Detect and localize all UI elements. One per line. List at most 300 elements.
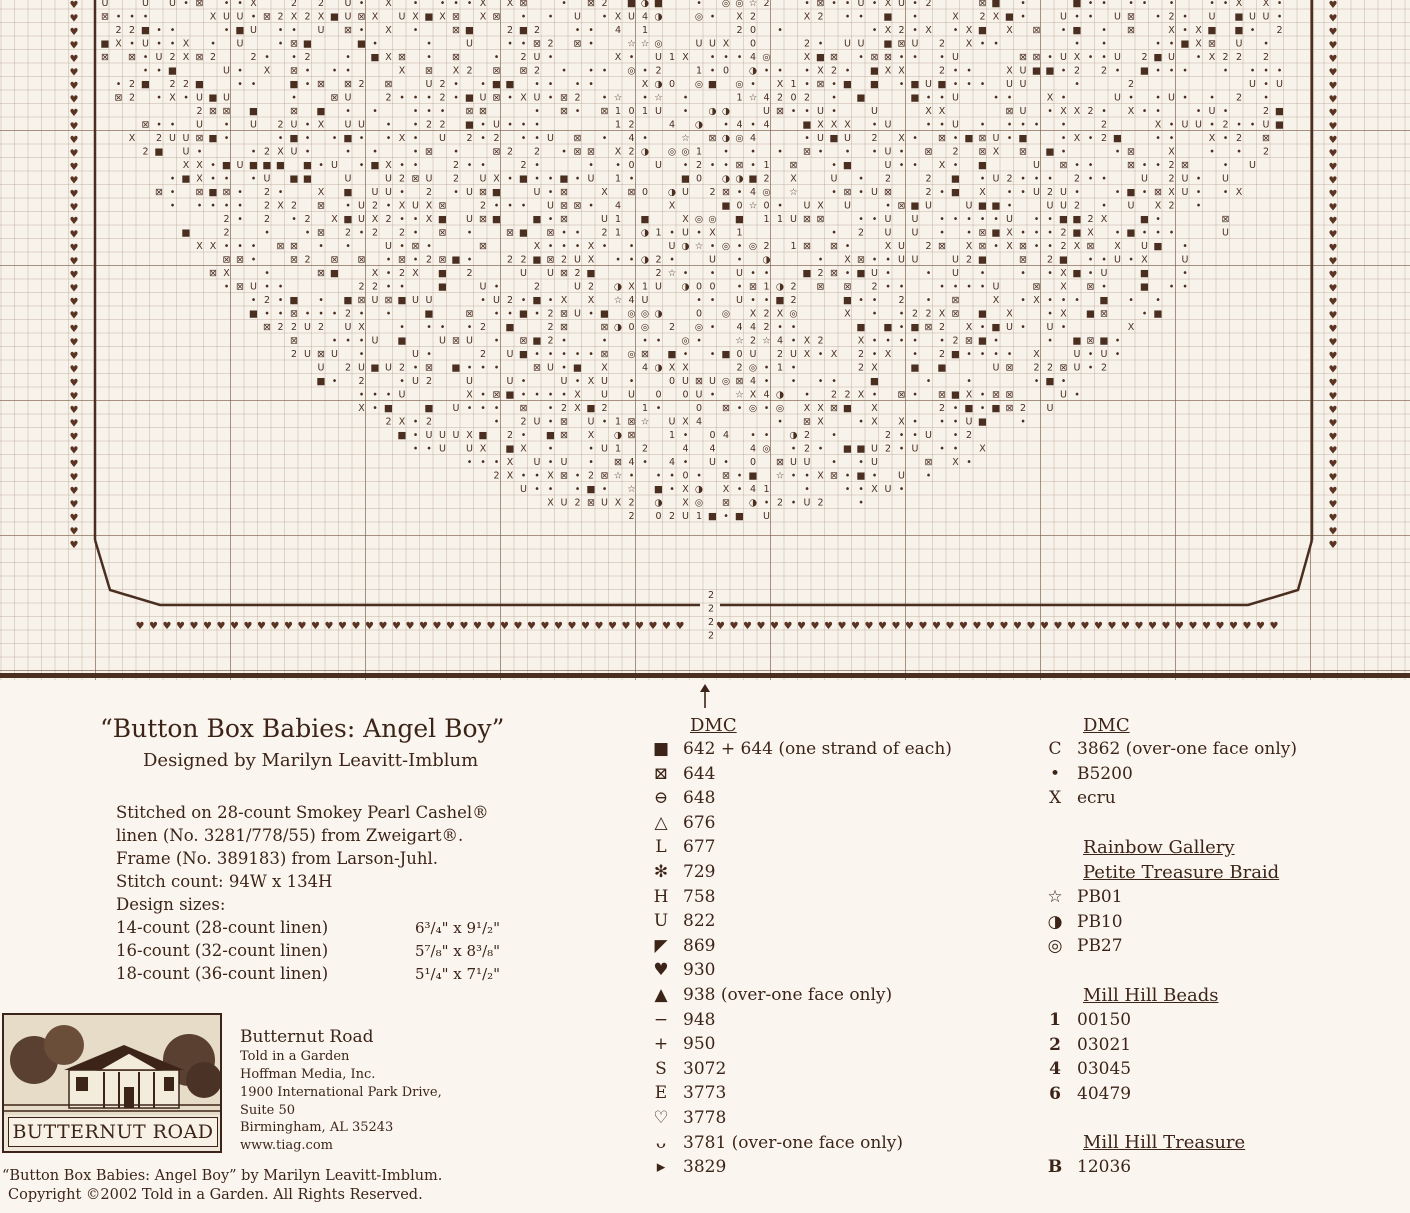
stitch-symbol: • bbox=[318, 295, 324, 306]
frame-corner-right bbox=[720, 540, 1312, 605]
stitch-symbol: • bbox=[763, 268, 770, 279]
stitch-symbol: • bbox=[1074, 38, 1080, 50]
border-heart-icon: ♥ bbox=[69, 418, 79, 430]
border-heart-icon: ♥ bbox=[1328, 499, 1338, 511]
stitch-symbol: • bbox=[223, 25, 230, 36]
stitch-symbol: 1 bbox=[763, 160, 770, 171]
stitch-symbol: • bbox=[804, 484, 810, 495]
stitch-symbol: • bbox=[210, 200, 216, 212]
stitch-symbol: 2 bbox=[601, 0, 608, 9]
stitch-symbol: • bbox=[1101, 38, 1107, 50]
stitch-symbol: X bbox=[398, 133, 406, 144]
stitch-symbol: • bbox=[1155, 295, 1161, 306]
stitch-symbol: X bbox=[587, 295, 595, 306]
stitch-symbol: X bbox=[128, 133, 136, 144]
stitch-symbol: U bbox=[1222, 227, 1229, 239]
stitch-symbol: ■ bbox=[1153, 241, 1163, 252]
stitch-symbol: • bbox=[1141, 187, 1148, 198]
stitch-symbol: ⊠ bbox=[209, 106, 217, 117]
stitch-symbol: U bbox=[547, 268, 554, 279]
stitch-symbol: ■ bbox=[316, 376, 326, 387]
border-heart-icon: ♥ bbox=[1328, 513, 1338, 524]
border-heart-icon: ♥ bbox=[176, 621, 185, 632]
stitch-symbol: • bbox=[871, 470, 878, 482]
stitch-symbol: 2 bbox=[493, 470, 500, 482]
stitch-symbol: ⊠ bbox=[546, 254, 555, 266]
stitch-symbol: ⊠ bbox=[897, 38, 906, 50]
stitch-symbol: 2 bbox=[344, 362, 352, 374]
stitch-symbol: • bbox=[939, 227, 945, 239]
stitch-symbol: • bbox=[871, 349, 878, 360]
stitch-symbol: • bbox=[1074, 295, 1080, 306]
stitch-symbol: X bbox=[803, 403, 811, 414]
stitch-symbol: • bbox=[480, 79, 486, 90]
stitch-symbol: ◑ bbox=[654, 362, 663, 374]
stitch-symbol: • bbox=[399, 376, 405, 387]
stitch-symbol: • bbox=[1060, 25, 1067, 36]
stitch-symbol: 0 bbox=[628, 106, 635, 117]
stitch-symbol: 2 bbox=[196, 106, 203, 117]
stitch-symbol: ■ bbox=[748, 173, 758, 185]
stitch-symbol: X bbox=[884, 25, 892, 36]
stitch-symbol: 2 bbox=[1073, 173, 1081, 185]
stitch-symbol: 4 bbox=[628, 295, 635, 306]
border-heart-icon: ♥ bbox=[945, 621, 955, 632]
stitch-symbol: • bbox=[750, 160, 756, 171]
stitch-symbol: U bbox=[709, 38, 716, 50]
stitch-symbol: • bbox=[858, 295, 864, 306]
border-heart-icon: ♥ bbox=[662, 621, 671, 632]
stitch-symbol: 2 bbox=[304, 254, 311, 266]
stitch-symbol: ⊠ bbox=[317, 268, 325, 279]
stitch-symbol: • bbox=[412, 0, 419, 9]
stitch-symbol: 2 bbox=[844, 389, 851, 401]
border-heart-icon: ♥ bbox=[513, 621, 523, 632]
stitch-symbol: • bbox=[912, 25, 918, 36]
legend-dmc-2-symbol-icon: X bbox=[1048, 788, 1062, 809]
size-value-18: 5¹/₄" x 7¹/₂" bbox=[415, 965, 501, 983]
stitch-symbol: X bbox=[965, 322, 973, 333]
stitch-symbol: • bbox=[844, 0, 851, 9]
stitch-symbol: U bbox=[196, 119, 203, 131]
stitch-symbol: X bbox=[682, 416, 689, 428]
border-heart-icon: ♥ bbox=[891, 621, 901, 632]
stitch-symbol: 2 bbox=[1168, 160, 1175, 171]
stitch-symbol: ◑ bbox=[681, 281, 690, 293]
stitch-symbol: • bbox=[1020, 322, 1026, 333]
stitch-symbol: X bbox=[871, 362, 878, 374]
stitch-symbol: ■ bbox=[276, 160, 285, 171]
stitch-symbol: ⊠ bbox=[141, 119, 150, 131]
stitch-symbol: • bbox=[1033, 227, 1040, 239]
stitch-symbol: X bbox=[547, 497, 554, 509]
stitch-symbol: U bbox=[601, 214, 608, 225]
stitch-symbol: • bbox=[223, 241, 230, 252]
stitch-symbol: 2 bbox=[587, 470, 595, 482]
stitch-symbol: U bbox=[574, 254, 581, 266]
stitch-symbol: ■ bbox=[370, 52, 380, 63]
stitch-symbol: ■ bbox=[573, 362, 582, 374]
stitch-symbol: • bbox=[520, 133, 527, 144]
legend-dmc-symbol-icon: ⊠ bbox=[653, 763, 669, 784]
stitch-symbol: • bbox=[723, 119, 729, 131]
stitch-symbol: ■ bbox=[1099, 335, 1109, 347]
stitch-symbol: • bbox=[318, 241, 324, 252]
stitch-symbol: • bbox=[264, 227, 270, 239]
stitch-symbol: • bbox=[1141, 308, 1148, 320]
stitch-symbol: • bbox=[898, 52, 905, 63]
stitch-symbol: ■ bbox=[424, 403, 434, 414]
stitch-symbol: • bbox=[763, 430, 770, 441]
stitch-symbol: ⊠ bbox=[1127, 11, 1135, 23]
stitch-symbol: 2 bbox=[628, 119, 635, 131]
stitch-symbol: • bbox=[709, 241, 716, 252]
stitch-symbol: ◎ bbox=[654, 38, 663, 50]
stitch-symbol: • bbox=[1006, 133, 1013, 144]
stitch-symbol: X bbox=[1154, 200, 1162, 212]
stitch-symbol: • bbox=[763, 65, 770, 77]
stitch-symbol: 1 bbox=[641, 25, 649, 36]
stitch-symbol: ⊠ bbox=[317, 349, 325, 360]
stitch-symbol: • bbox=[223, 200, 230, 212]
stitch-symbol: U bbox=[560, 497, 568, 509]
stitch-symbol: • bbox=[547, 295, 554, 306]
stitch-symbol: ■ bbox=[1059, 214, 1068, 225]
stitch-symbol: 2 bbox=[560, 403, 568, 414]
stitch-symbol: 2 bbox=[128, 79, 136, 90]
stitch-symbol: ⊠ bbox=[803, 146, 811, 158]
stitch-symbol: U bbox=[1060, 52, 1067, 63]
stitch-symbol: ⊠ bbox=[1100, 308, 1108, 320]
stitch-symbol: 2 bbox=[1127, 79, 1135, 90]
stitch-symbol: • bbox=[453, 92, 459, 104]
stitch-symbol: ⊠ bbox=[722, 470, 730, 482]
stitch-symbol: U bbox=[1114, 11, 1121, 23]
stitch-symbol: • bbox=[682, 92, 689, 104]
stitch-symbol: X bbox=[965, 25, 973, 36]
stitch-symbol: 2 bbox=[344, 308, 352, 320]
stitch-symbol: ■ bbox=[195, 79, 204, 90]
stitch-symbol: ☆ bbox=[627, 38, 636, 50]
stitch-symbol: ⊠ bbox=[560, 187, 568, 198]
stitch-symbol: • bbox=[331, 65, 338, 77]
border-heart-icon: ♥ bbox=[756, 621, 766, 632]
stitch-symbol: ■ bbox=[708, 511, 717, 522]
stitch-symbol: 2 bbox=[1100, 119, 1108, 131]
legend-dmc-label: 950 bbox=[683, 1034, 716, 1055]
stitch-symbol: U bbox=[493, 119, 500, 131]
stitch-symbol: • bbox=[831, 376, 837, 387]
stitch-symbol: ◎ bbox=[721, 308, 731, 320]
stitch-symbol: • bbox=[628, 376, 635, 387]
stitch-symbol: U bbox=[452, 430, 460, 441]
stitch-symbol: • bbox=[345, 146, 351, 158]
stitch-symbol: • bbox=[345, 335, 351, 347]
stitch-symbol: ◑ bbox=[735, 173, 744, 185]
stitch-symbol: • bbox=[169, 119, 176, 131]
border-heart-icon: ♥ bbox=[69, 499, 79, 511]
stitch-symbol: 2 bbox=[506, 295, 514, 306]
stitch-symbol: • bbox=[507, 119, 513, 131]
stitch-symbol: X bbox=[533, 241, 541, 252]
stitch-symbol: X bbox=[601, 187, 608, 198]
stitch-symbol: ⊠ bbox=[101, 11, 109, 23]
stitch-symbol: ■ bbox=[910, 79, 920, 90]
stitch-symbol: 4 bbox=[749, 484, 757, 495]
stitch-symbol: ■ bbox=[586, 403, 596, 414]
stitch-symbol: ⊠ bbox=[533, 362, 541, 374]
stitch-symbol: • bbox=[1195, 106, 1202, 117]
stitch-symbol: ⊠ bbox=[290, 38, 298, 50]
stitch-symbol: • bbox=[237, 187, 243, 198]
border-heart-icon: ♥ bbox=[594, 621, 604, 632]
stitch-symbol: U bbox=[871, 187, 878, 198]
stitch-symbol: • bbox=[534, 79, 540, 90]
stitch-symbol: • bbox=[736, 52, 743, 63]
stitch-symbol: ⊠ bbox=[533, 38, 541, 50]
stitch-symbol: • bbox=[642, 133, 648, 144]
stitch-symbol: U bbox=[466, 38, 473, 50]
stitch-symbol: 2 bbox=[533, 65, 541, 77]
stitch-symbol: ■ bbox=[1086, 308, 1095, 320]
stitch-symbol: ☆ bbox=[748, 92, 758, 104]
stitch-symbol: ⊠ bbox=[803, 241, 811, 252]
stitch-symbol: • bbox=[831, 0, 837, 9]
stitch-symbol: ◑ bbox=[694, 484, 704, 495]
stitch-symbol: U bbox=[736, 268, 743, 279]
stitch-symbol: ■ bbox=[1072, 214, 1082, 225]
stitch-symbol: • bbox=[682, 349, 689, 360]
stitch-symbol: ☆ bbox=[654, 92, 663, 104]
stitch-symbol: • bbox=[345, 200, 351, 212]
border-heart-icon: ♥ bbox=[1328, 81, 1338, 92]
stitch-symbol: U bbox=[182, 146, 190, 158]
stitch-symbol: 2 bbox=[871, 133, 878, 144]
stitch-symbol: ■ bbox=[303, 173, 312, 185]
stitch-symbol: • bbox=[1114, 65, 1121, 77]
stitch-symbol: • bbox=[588, 457, 594, 468]
stitch-symbol: X bbox=[614, 11, 622, 23]
stitch-symbol: ■ bbox=[856, 443, 866, 455]
stitch-symbol: 2 bbox=[263, 200, 271, 212]
stitch-symbol: X bbox=[925, 25, 932, 36]
stitch-symbol: ⊠ bbox=[1005, 106, 1014, 117]
stitch-symbol: ⊠ bbox=[1005, 389, 1014, 401]
publisher-website: www.tiag.com bbox=[240, 1138, 333, 1153]
border-heart-icon: ♥ bbox=[1328, 324, 1338, 335]
stitch-symbol: • bbox=[858, 484, 864, 495]
stitch-symbol: ⊠ bbox=[1262, 133, 1270, 144]
stitch-symbol: 2 bbox=[1235, 52, 1243, 63]
stitch-symbol: ■ bbox=[1032, 65, 1041, 77]
stitch-symbol: ■ bbox=[951, 187, 960, 198]
stitch-symbol: U bbox=[169, 0, 176, 9]
stitch-symbol: X bbox=[938, 106, 946, 117]
stitch-symbol: • bbox=[696, 227, 702, 239]
border-heart-icon: ♥ bbox=[1094, 621, 1103, 632]
stitch-symbol: U bbox=[1208, 106, 1216, 117]
stitch-symbol: U bbox=[992, 362, 1000, 374]
stitch-symbol: ◎ bbox=[708, 214, 717, 225]
stitch-symbol: X bbox=[452, 65, 460, 77]
stitch-symbol: ■ bbox=[654, 0, 663, 9]
stitch-symbol: • bbox=[682, 457, 689, 468]
stitch-symbol: X bbox=[1235, 187, 1243, 198]
stitch-symbol: • bbox=[817, 376, 824, 387]
stitch-symbol: ⊠ bbox=[290, 335, 298, 347]
stitch-symbol: X bbox=[965, 389, 973, 401]
stitch-symbol: ⊠ bbox=[789, 160, 798, 171]
stitch-symbol: • bbox=[628, 241, 635, 252]
stitch-symbol: X bbox=[614, 497, 622, 509]
stitch-symbol: U bbox=[412, 376, 419, 387]
stitch-symbol: ■ bbox=[478, 430, 488, 441]
stitch-symbol: U bbox=[398, 11, 406, 23]
stitch-symbol: ◑ bbox=[654, 11, 663, 23]
stitch-symbol: ⊠ bbox=[411, 241, 420, 252]
stitch-symbol: U bbox=[695, 389, 703, 401]
border-heart-icon: ♥ bbox=[1328, 148, 1338, 160]
stitch-symbol: • bbox=[844, 146, 851, 158]
stitch-symbol: • bbox=[250, 254, 257, 266]
stitch-symbol: • bbox=[439, 322, 446, 333]
stitch-symbol: • bbox=[223, 0, 230, 9]
stitch-symbol: ■ bbox=[775, 295, 785, 306]
stitch-symbol: X bbox=[371, 11, 379, 23]
stitch-symbol: • bbox=[480, 403, 486, 414]
stitch-symbol: • bbox=[871, 25, 878, 36]
stitch-symbol: U bbox=[1100, 349, 1108, 360]
stitch-symbol: 2 bbox=[520, 416, 527, 428]
legend-dmc-symbol-icon: L bbox=[655, 837, 667, 858]
stitch-symbol: • bbox=[534, 106, 540, 117]
stitch-symbol: ⊠ bbox=[560, 106, 568, 117]
stitch-symbol: U bbox=[668, 416, 676, 428]
stitch-symbol: • bbox=[358, 335, 365, 347]
stitch-symbol: 2 bbox=[277, 11, 284, 23]
stitch-symbol: • bbox=[426, 349, 432, 360]
stitch-symbol: 2 bbox=[938, 349, 946, 360]
stitch-symbol: • bbox=[642, 65, 648, 77]
stitch-symbol: • bbox=[979, 322, 986, 333]
stitch-symbol: U bbox=[965, 416, 973, 428]
stitch-symbol: • bbox=[642, 457, 648, 468]
stitch-symbol: X bbox=[331, 214, 338, 225]
stitch-symbol: • bbox=[804, 389, 810, 401]
stitch-symbol: • bbox=[412, 160, 419, 171]
stitch-symbol: ☆ bbox=[748, 0, 758, 9]
stitch-symbol: U bbox=[236, 38, 244, 50]
stitch-symbol: U bbox=[1060, 187, 1067, 198]
stitch-symbol: ■ bbox=[843, 443, 852, 455]
stitch-symbol: ■ bbox=[438, 214, 447, 225]
stitch-symbol: 2 bbox=[965, 254, 973, 266]
border-heart-icon: ♥ bbox=[1328, 216, 1338, 227]
stitch-symbol: U bbox=[452, 403, 460, 414]
border-heart-icon: ♥ bbox=[69, 243, 79, 254]
stitch-symbol: X bbox=[1141, 254, 1148, 266]
stitch-symbol: 2 bbox=[169, 52, 176, 63]
stitch-symbol: • bbox=[493, 281, 500, 293]
stitch-symbol: U bbox=[479, 173, 487, 185]
stitch-symbol: ■ bbox=[883, 322, 893, 333]
stitch-symbol: ■ bbox=[519, 173, 528, 185]
stitch-symbol: X bbox=[398, 200, 406, 212]
stitch-symbol: ■ bbox=[856, 470, 866, 482]
border-heart-icon: ♥ bbox=[69, 108, 79, 119]
stitch-symbol: U bbox=[358, 200, 365, 212]
stitch-symbol: • bbox=[723, 146, 729, 158]
stitch-symbol: 2 bbox=[925, 187, 932, 198]
stitch-symbol: 2 bbox=[358, 281, 365, 293]
stitch-symbol: • bbox=[493, 308, 500, 320]
stitch-symbol: 2 bbox=[1033, 362, 1040, 374]
stitch-symbol: ⊠ bbox=[735, 160, 744, 171]
stitch-symbol: 2 bbox=[182, 79, 190, 90]
stitch-symbol: 2 bbox=[1168, 11, 1175, 23]
stitch-symbol: U bbox=[952, 52, 959, 63]
stitch-symbol: • bbox=[304, 146, 311, 158]
stitch-symbol: ■ bbox=[600, 308, 609, 320]
stitch-symbol: ■ bbox=[1140, 214, 1149, 225]
stitch-symbol: 2 bbox=[1141, 52, 1148, 63]
stitch-symbol: • bbox=[358, 349, 365, 360]
stitch-symbol: X bbox=[1208, 52, 1216, 63]
border-heart-icon: ♥ bbox=[203, 621, 212, 632]
stitch-symbol: • bbox=[939, 52, 945, 63]
stitch-symbol: ⊠ bbox=[209, 268, 217, 279]
stitch-symbol: U bbox=[344, 92, 352, 104]
stitch-symbol: • bbox=[804, 133, 810, 144]
stitch-symbol: X bbox=[884, 349, 892, 360]
stitch-symbol: • bbox=[588, 25, 594, 36]
stitch-symbol: • bbox=[331, 335, 338, 347]
stitch-symbol: • bbox=[1074, 11, 1080, 23]
stitch-symbol: ◎ bbox=[735, 133, 744, 144]
stitch-symbol: • bbox=[723, 52, 729, 63]
stitch-symbol: ◎ bbox=[640, 322, 650, 333]
border-heart-icon: ♥ bbox=[567, 621, 577, 632]
stitch-symbol: ⊠ bbox=[600, 349, 609, 360]
stitch-symbol: • bbox=[480, 119, 486, 131]
stitch-symbol: • bbox=[358, 25, 365, 36]
stitch-symbol: • bbox=[750, 295, 756, 306]
stitch-symbol: X bbox=[587, 430, 595, 441]
stitch-symbol: • bbox=[858, 173, 864, 185]
stitch-symbol: 2 bbox=[290, 0, 298, 9]
stitch-symbol: ⊠ bbox=[1181, 160, 1189, 171]
stitch-symbol: • bbox=[547, 79, 554, 90]
stitch-symbol: ■ bbox=[316, 106, 326, 117]
stitch-symbol: ⊠ bbox=[884, 52, 892, 63]
stitch-symbol: ⊠ bbox=[816, 281, 825, 293]
stitch-symbol: • bbox=[1074, 389, 1080, 401]
stitch-symbol: ⊠ bbox=[884, 187, 892, 198]
logo-wordmark: BUTTERNUT ROAD bbox=[8, 1117, 218, 1147]
stitch-symbol: 0 bbox=[668, 376, 676, 387]
stitch-symbol: U bbox=[385, 187, 392, 198]
stitch-symbol: ■ bbox=[1275, 119, 1284, 131]
stitch-symbol: 2 bbox=[277, 322, 284, 333]
stitch-symbol: 0 bbox=[655, 511, 662, 522]
stitch-symbol: X bbox=[857, 389, 865, 401]
stitch-symbol: • bbox=[399, 241, 405, 252]
stitch-symbol: 2 bbox=[1168, 173, 1175, 185]
border-heart-icon: ♥ bbox=[1328, 445, 1338, 457]
stitch-symbol: U bbox=[331, 349, 338, 360]
stitch-symbol: 2 bbox=[857, 349, 865, 360]
stitch-symbol: • bbox=[250, 241, 257, 252]
